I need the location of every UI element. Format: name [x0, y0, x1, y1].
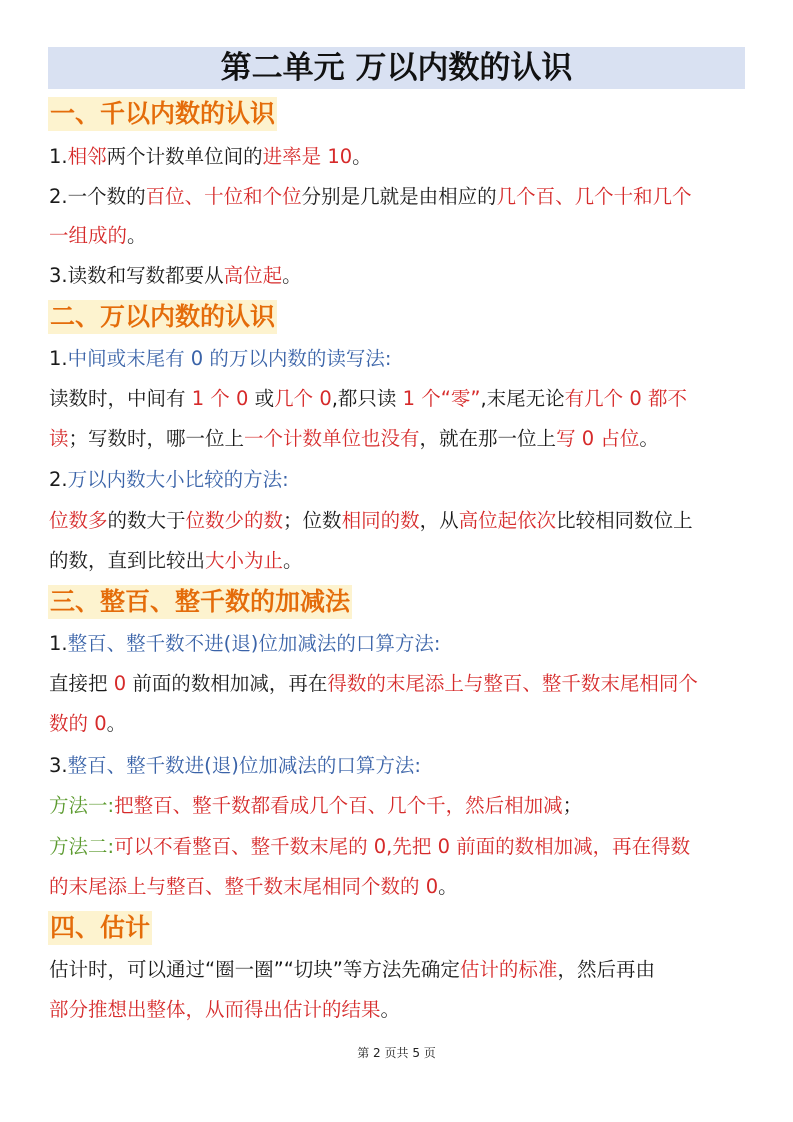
section-heading-2: 二、万以内数的认识: [48, 300, 277, 334]
text: 1.: [49, 347, 68, 370]
highlight: 高位起: [223, 264, 283, 287]
text: 比较相同数位上: [556, 509, 693, 532]
text: 1.: [49, 632, 68, 655]
highlight: 部分推想出整体，从而得出估计的结果: [49, 998, 381, 1021]
highlight: 1 个 0: [191, 387, 249, 410]
text: ，就在那一位上: [419, 427, 557, 450]
highlight: 相邻: [67, 145, 107, 168]
s2-point-2-line-2: [49, 547, 749, 575]
text: 分别是几就是由相应的: [301, 185, 497, 208]
text: 。: [380, 998, 401, 1021]
highlight: 位数多: [49, 509, 108, 532]
s3-point-1: [49, 630, 749, 658]
text: ，从: [419, 509, 459, 532]
highlight: 把整百、整千数都看成几个百、几个千，然后相加减: [114, 794, 563, 817]
highlight: 读: [49, 427, 69, 450]
highlight: 一个计数单位也没有: [244, 427, 420, 450]
text: 或: [248, 387, 275, 410]
text: 。: [127, 224, 147, 247]
highlight: 一组成的: [49, 224, 128, 247]
text: 。: [106, 712, 127, 735]
method-label: 方法一:: [49, 794, 115, 817]
text: 直接把: [49, 672, 114, 695]
text: ；: [562, 794, 583, 817]
highlight: 数的 0: [49, 712, 107, 735]
text: 2.: [49, 468, 68, 491]
s1-point-1: [49, 143, 749, 171]
highlight: 高位起依次: [458, 509, 557, 532]
text: ；写数时，哪一位上: [68, 427, 245, 450]
highlight: 有几个 0 都不: [564, 387, 687, 410]
s4-line-1: [49, 956, 749, 984]
s2-point-1: [49, 345, 749, 373]
s2-point-1-line-2: [49, 425, 749, 453]
text: 两个计数单位间的: [106, 145, 263, 168]
text: ，然后再由: [557, 958, 655, 981]
page-footer: 第 2 页共 5 页: [357, 1046, 436, 1060]
text: 1.: [49, 145, 68, 168]
s3-method-1: [49, 792, 749, 820]
page-title: 第二单元 万以内数的认识: [48, 47, 745, 89]
text: ,都只读: [331, 387, 403, 410]
highlight: 大小为止: [205, 549, 284, 572]
highlight: 进率是 10: [262, 145, 353, 168]
text: 的数大于: [107, 509, 186, 532]
highlight: 几个百、几个十和几个: [496, 185, 692, 208]
highlight: 估计的标准: [459, 958, 558, 981]
section-heading-3: 三、整百、整千数的加减法: [48, 585, 352, 619]
s1-point-3: [49, 262, 749, 290]
subheading: 整百、整千数进(退)位加减法的口算方法:: [67, 754, 421, 777]
highlight: 的末尾添上与整百、整千数末尾相同个数的 0: [49, 875, 439, 898]
highlight: 相同的数: [341, 509, 420, 532]
s3-point-3: [49, 752, 749, 780]
s1-point-2-line-2: [49, 222, 749, 250]
highlight: 可以不看整百、整千数末尾的 0,先把 0 前面的数相加减，再在得数: [114, 835, 691, 858]
section-heading-1: 一、千以内数的认识: [48, 97, 277, 131]
highlight: 位数少的数: [185, 509, 284, 532]
section-heading-4: 四、估计: [48, 911, 152, 945]
s3-point-1-line-1: [49, 670, 749, 698]
text: ,末尾无论: [480, 387, 565, 410]
text: 估计时，可以通过“圈一圈”“切块”等方法先确定: [49, 958, 460, 981]
s2-point-2: [49, 466, 749, 494]
text: 。: [639, 427, 659, 450]
s3-method-2-line-2: [49, 873, 749, 901]
highlight: 1 个“零”: [402, 387, 481, 410]
text: 3.读数和写数都要从: [49, 264, 224, 287]
text: 。: [438, 875, 458, 898]
text: 。: [283, 549, 303, 572]
s4-line-2: [49, 996, 749, 1024]
subheading: 整百、整千数不进(退)位加减法的口算方法:: [67, 632, 441, 655]
highlight: 百位、十位和个位: [145, 185, 302, 208]
highlight: 几个 0: [274, 387, 332, 410]
text: 的数，直到比较出: [49, 549, 206, 572]
subheading: 万以内数大小比较的方法:: [67, 468, 289, 491]
text: 前面的数相加减，再在: [126, 672, 328, 695]
text: 3.: [49, 754, 68, 777]
s3-point-1-line-2: [49, 710, 749, 738]
text: 。: [282, 264, 302, 287]
s1-point-2-line-1: [49, 183, 749, 211]
subheading: 中间或末尾有 0 的万以内数的读写法:: [67, 347, 392, 370]
text: 2.一个数的: [49, 185, 146, 208]
s2-point-1-line-1: [49, 385, 749, 413]
text: ；位数: [283, 509, 342, 532]
text: 读数时，中间有: [49, 387, 192, 410]
s2-point-2-line-1: [49, 507, 749, 535]
highlight: 得数的末尾添上与整百、整千数末尾相同个: [327, 672, 698, 695]
s3-method-2-line-1: [49, 833, 749, 861]
method-label: 方法二:: [49, 835, 115, 858]
highlight: 0: [113, 672, 127, 695]
highlight: 写 0 占位: [556, 427, 640, 450]
text: 。: [352, 145, 372, 168]
